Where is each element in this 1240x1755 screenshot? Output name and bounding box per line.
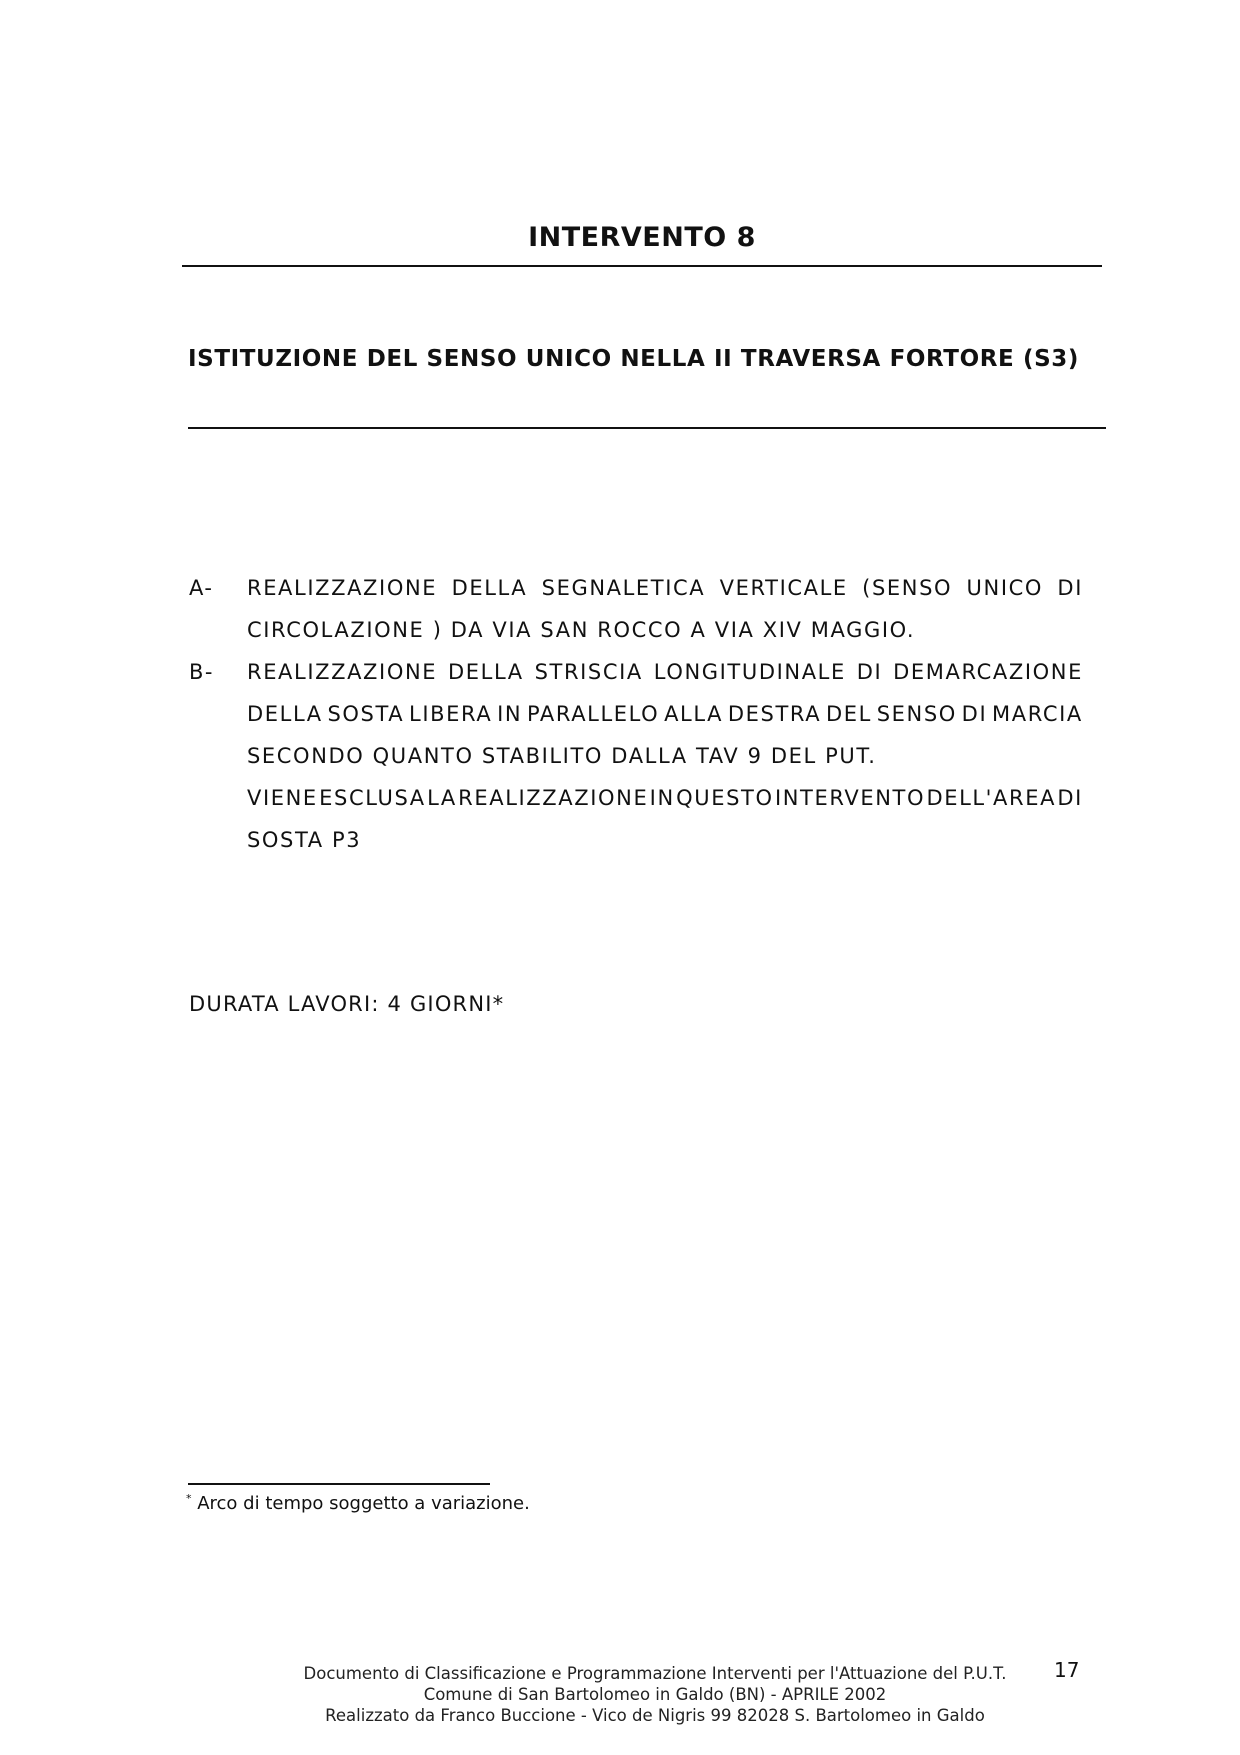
word: UNICO bbox=[966, 576, 1044, 600]
item-b-line-3: SECONDO QUANTO STABILITO DALLA TAV 9 DEL PUT. bbox=[247, 744, 877, 768]
word: REALIZZAZIONE bbox=[458, 786, 649, 810]
item-b-line-4 bbox=[247, 786, 1083, 810]
word: MARCIA bbox=[992, 702, 1083, 726]
word: PARALLELO bbox=[526, 702, 660, 726]
word: LIBERA bbox=[409, 702, 493, 726]
page-number: 17 bbox=[1054, 1658, 1080, 1682]
item-b-line-2 bbox=[247, 702, 1083, 726]
word: ESCLUSA bbox=[319, 786, 426, 810]
item-b-line-1 bbox=[247, 660, 1083, 684]
word: DELLA bbox=[448, 660, 524, 684]
word: INTERVENTO bbox=[774, 786, 926, 810]
item-a-line-2: CIRCOLAZIONE ) DA VIA SAN ROCCO A VIA XIV MAGGIO. bbox=[247, 618, 916, 642]
item-b-marker: B- bbox=[189, 660, 214, 684]
footnote-mark: * bbox=[186, 1492, 192, 1505]
footnote-separator bbox=[188, 1483, 490, 1485]
word: (SENSO bbox=[862, 576, 953, 600]
word: SOSTA bbox=[327, 702, 405, 726]
word: STRISCIA bbox=[534, 660, 643, 684]
word: DELL'AREA bbox=[926, 786, 1057, 810]
item-a-line-1 bbox=[247, 576, 1083, 600]
word: DI bbox=[856, 660, 883, 684]
word: DEMARCAZIONE bbox=[893, 660, 1083, 684]
footnote bbox=[186, 1492, 530, 1514]
word: REALIZZAZIONE bbox=[247, 576, 438, 600]
word: DELLA bbox=[247, 702, 323, 726]
footnote-reference: * bbox=[492, 992, 505, 1016]
section-subtitle: ISTITUZIONE DEL SENSO UNICO NELLA II TRAVERSA FORTORE (S3) bbox=[188, 346, 1079, 372]
word: VIENE bbox=[247, 786, 318, 810]
word: SEGNALETICA bbox=[541, 576, 706, 600]
word: SENSO bbox=[876, 702, 957, 726]
word: DI bbox=[1057, 786, 1083, 810]
word: QUESTO bbox=[676, 786, 774, 810]
word: DEL bbox=[825, 702, 872, 726]
word: REALIZZAZIONE bbox=[247, 660, 438, 684]
footer-line-1: Documento di Classificazione e Programmazione Interventi per l'Attuazione del P.U.T. bbox=[303, 1664, 1007, 1683]
word: ALLA bbox=[664, 702, 724, 726]
word: DI bbox=[961, 702, 988, 726]
footnote-text: Arco di tempo soggetto a variazione. bbox=[191, 1493, 530, 1514]
word: DELLA bbox=[451, 576, 528, 600]
word: LA bbox=[427, 786, 457, 810]
word: DESTRA bbox=[727, 702, 822, 726]
page-title: INTERVENTO 8 bbox=[528, 222, 756, 253]
word: IN bbox=[497, 702, 523, 726]
item-a-marker: A- bbox=[189, 576, 214, 600]
word: IN bbox=[649, 786, 675, 810]
footer-line-3: Realizzato da Franco Buccione - Vico de Nigris 99 82028 S. Bartolomeo in Galdo bbox=[325, 1706, 985, 1725]
word: VERTICALE bbox=[719, 576, 848, 600]
word: DI bbox=[1057, 576, 1083, 600]
title-underline bbox=[182, 265, 1102, 267]
item-b-line-5: SOSTA P3 bbox=[247, 828, 362, 852]
subtitle-underline bbox=[188, 427, 1106, 429]
word: LONGITUDINALE bbox=[653, 660, 846, 684]
footer-line-2: Comune di San Bartolomeo in Galdo (BN) - APRILE 2002 bbox=[423, 1685, 887, 1704]
work-duration bbox=[189, 992, 504, 1016]
work-duration-text: DURATA LAVORI: 4 GIORNI bbox=[189, 992, 493, 1016]
